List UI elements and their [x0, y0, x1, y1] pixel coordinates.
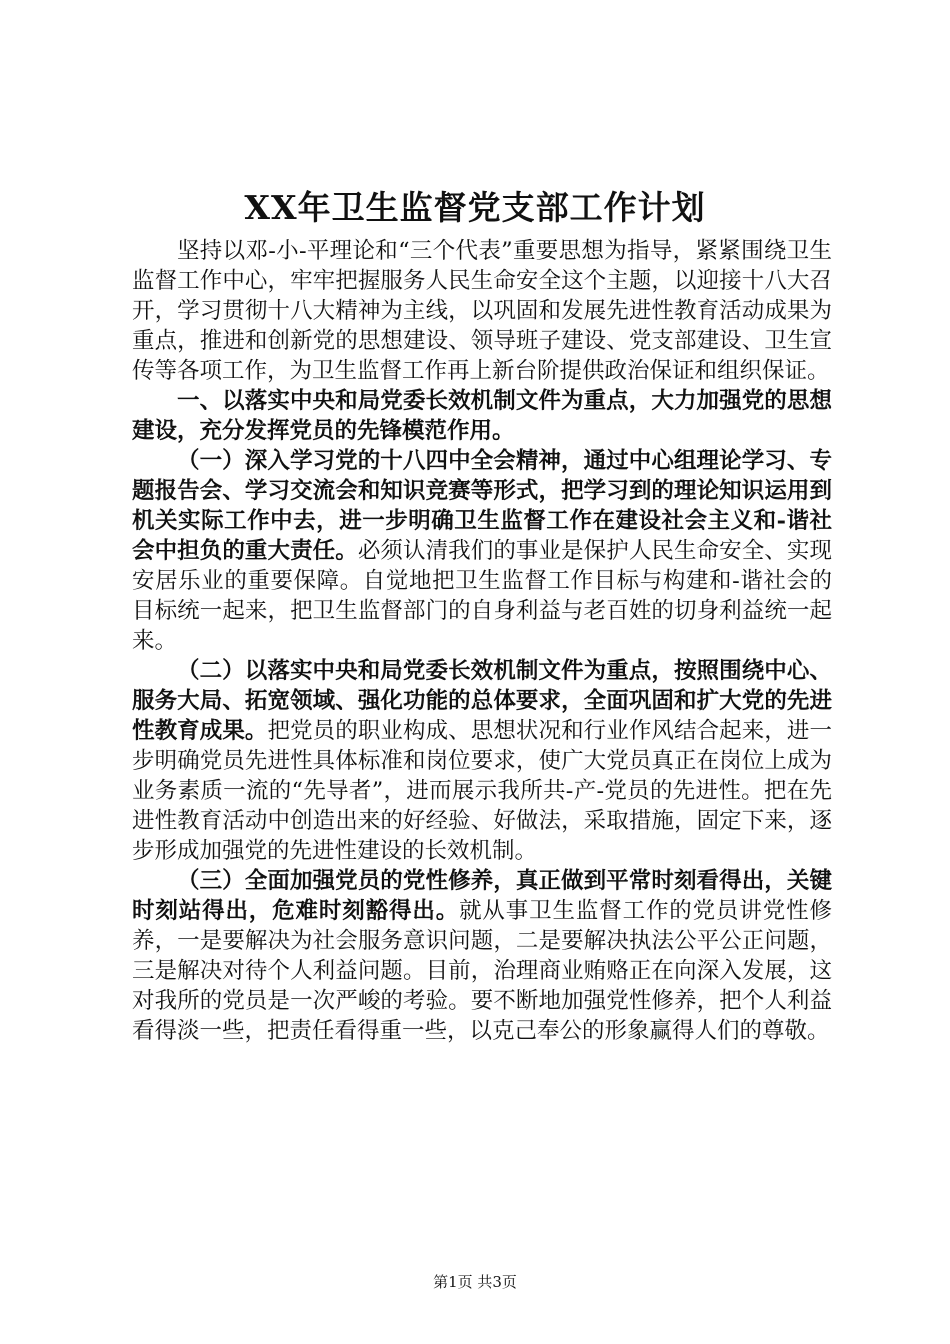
- section-heading-1-lead: 一、以落实中央和局党委长效机制文件为重点，大力加强党的思想建设，充分发挥党员的先锋模范作用。: [132, 388, 832, 444]
- section-heading-1: [132, 386, 832, 446]
- page-footer: 第1页 共3页: [433, 1273, 517, 1291]
- document-title: XX年卫生监督党支部工作计划: [244, 188, 706, 227]
- subsection-3: [132, 866, 832, 1046]
- document-body: [132, 236, 832, 1046]
- paragraph-intro-text: 坚持以邓-小-平理论和“三个代表”重要思想为指导，紧紧围绕卫生监督工作中心，牢牢把握服务人民生命安全这个主题，以迎接十八大召开，学习贯彻十八大精神为主线，以巩固和发展先进性教育活动成果为重点，推进和创新党的思想建设、领导班子建设、党支部建设、卫生宣传等各项工作，为卫生监督工作再上新台阶提供政治保证和组织保证。: [132, 238, 832, 384]
- subsection-3-text: 就从事卫生监督工作的党员讲党性修养，一是要解决为社会服务意识问题，二是要解决执法公平公正问题，三是解决对待个人利益问题。目前，治理商业贿赂正在向深入发展，这对我所的党员是一次严峻的考验。要不断地加强党性修养，把个人利益看得淡一些，把责任看得重一些，以克己奉公的形象赢得人们的尊敬。: [132, 898, 832, 1044]
- subsection-1-text: 必须认清我们的事业是保护人民生命安全、实现安居乐业的重要保障。自觉地把卫生监督工作目标与构建和-谐社会的目标统一起来，把卫生监督部门的自身利益与老百姓的切身利益统一起来。: [132, 538, 832, 654]
- subsection-2-lead: （二）以落实中央和局党委长效机制文件为重点，按照围绕中心、服务大局、拓宽领域、强化功能的总体要求，全面巩固和扩大党的先进性教育成果。: [132, 658, 832, 744]
- subsection-2-text: 把党员的职业构成、思想状况和行业作风结合起来，进一步明确党员先进性具体标准和岗位要求，使广大党员真正在岗位上成为业务素质一流的“先导者”，进而展示我所共-产-党员的先进性。把在先进性教育活动中创造出来的好经验、好做法，采取措施，固定下来，逐步形成加强党的先进性建设的长效机制。: [132, 718, 832, 864]
- subsection-1: [132, 446, 832, 656]
- subsection-1-lead: （一）深入学习党的十八四中全会精神，通过中心组理论学习、专题报告会、学习交流会和知识竞赛等形式，把学习到的理论知识运用到机关实际工作中去，进一步明确卫生监督工作在建设社会主义和-谐社会中担负的重大责任。: [132, 448, 832, 564]
- subsection-3-lead: （三）全面加强党员的党性修养，真正做到平常时刻看得出，关键时刻站得出，危难时刻豁得出。: [132, 868, 832, 924]
- subsection-2: [132, 656, 832, 866]
- paragraph-intro: [132, 236, 832, 386]
